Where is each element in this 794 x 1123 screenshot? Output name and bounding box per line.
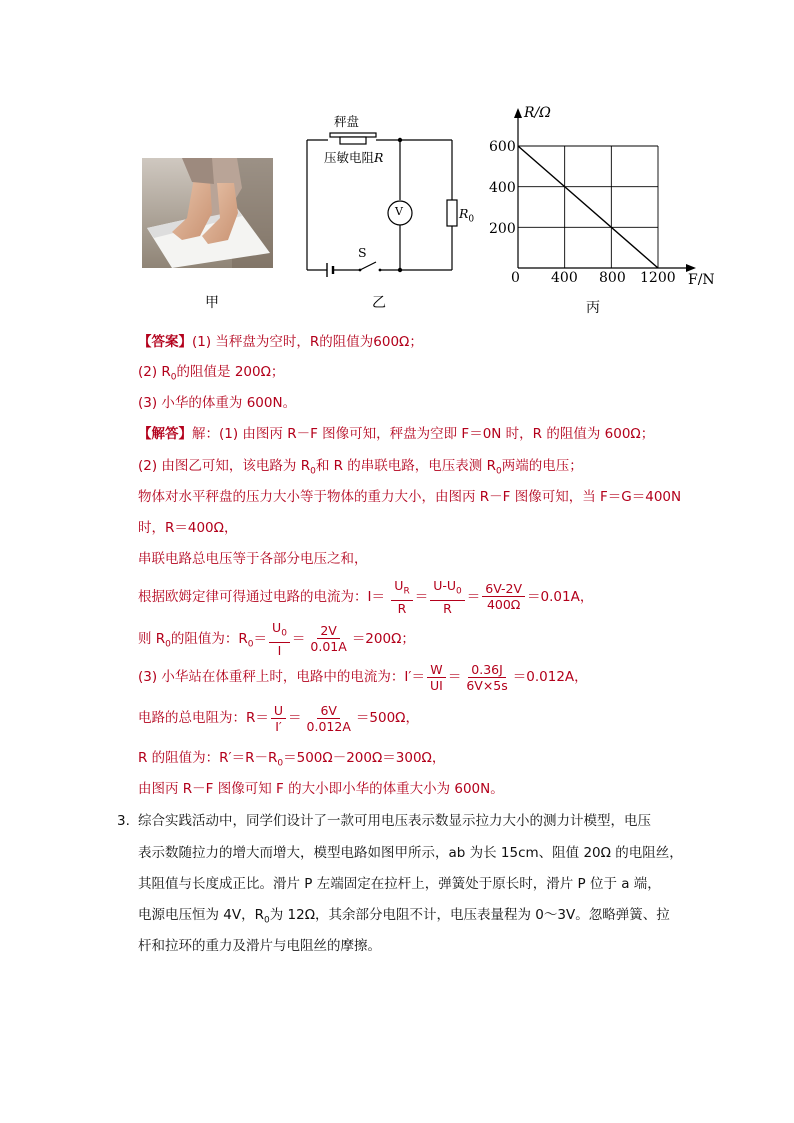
switch-label: S [358, 245, 367, 260]
solution-line-2 [138, 456, 583, 482]
y-axis-arrow [514, 108, 522, 118]
pressure-resistor-symbol: R [374, 150, 384, 165]
f1-den: R [397, 600, 407, 616]
answer-line-1 [138, 332, 423, 352]
r0-label [459, 206, 474, 225]
solution-2-sub2: 0 [495, 466, 502, 477]
question-3-line-4 [138, 905, 670, 931]
solution-9-pre: 电路的总电阻为：R＝ [138, 710, 269, 726]
solution-2c: 两端的电压； [501, 458, 583, 474]
origin-label: 0 [511, 270, 520, 286]
answer-line-2 [138, 362, 284, 388]
f6-num: W [427, 662, 445, 678]
solution-line-7 [138, 620, 415, 661]
feet-on-scale-image [142, 158, 273, 268]
answer-1: (1) 当秤盘为空时，R的阻值为600Ω； [192, 334, 423, 350]
solution-10-post: ＝500Ω－200Ω＝300Ω， [283, 750, 446, 766]
question-3-4-sub: 0 [264, 915, 270, 926]
x-axis-arrow [686, 264, 696, 272]
fraction-u0-over-i [269, 620, 290, 658]
pressure-resistor-text: 压敏电阻 [324, 150, 375, 165]
question-3-line-1: 综合实践活动中，同学们设计了一款可用电压表示数显示拉力大小的测力计模型，电压 [138, 813, 651, 829]
y-tick-200: 200 [489, 221, 516, 237]
solution-10-sub: 0 [277, 758, 284, 769]
f2-num: U-U [433, 578, 457, 593]
solution-6-pre: 根据欧姆定律可得通过电路的电流为：I＝ [138, 588, 385, 605]
solution-8-post: ＝0.012A， [512, 669, 588, 685]
f1-num-sub: R [403, 586, 410, 597]
figure-jia-photo [142, 158, 273, 268]
y-tick-600: 600 [489, 139, 516, 155]
solution-7-eq2: ＝ [291, 630, 306, 647]
f5-num: 2V [317, 623, 340, 639]
solution-7-sub2: 0 [247, 639, 254, 650]
f2-den: R [443, 600, 452, 616]
fraction-u-u0-over-r [430, 578, 465, 616]
solution-2a: (2) 由图乙可知，该电路为 R [138, 458, 311, 474]
r0-label-sub: 0 [468, 214, 475, 225]
f9-num: 6V [317, 703, 340, 719]
f1-num: U [394, 578, 404, 593]
solution-6-post: ＝0.01A， [527, 588, 594, 605]
f6-den: UI [429, 677, 443, 693]
question-3-line-5: 杆和拉环的重力及滑片与电阻丝的摩擦。 [138, 938, 381, 954]
f3-num: 6V-2V [482, 581, 525, 597]
solution-10-pre: R 的阻值为：R′＝R－R [138, 750, 278, 766]
solution-9-post: ＝500Ω， [355, 710, 419, 726]
figure-yi-circuit [300, 108, 475, 278]
solution-line-1 [138, 424, 654, 444]
fraction-ur-over-r [391, 578, 412, 616]
voltmeter-symbol: V [395, 205, 403, 218]
pan-label: 秤盘 [334, 114, 360, 129]
answer-2-sub: 0 [170, 372, 177, 383]
f2-num-sub: 0 [456, 586, 462, 597]
x-axis-label: F/N [688, 272, 715, 288]
answer-line-3: (3) 小华的体重为 600N。 [138, 395, 297, 411]
pressure-resistor-label [324, 148, 383, 166]
figure-bing-caption: 丙 [586, 300, 600, 316]
solution-7-pre: 则 R [138, 630, 166, 647]
circuit-diagram [300, 108, 460, 278]
question-3-number: 3. [117, 813, 130, 829]
figure-bing-chart [480, 100, 730, 300]
solution-7-mid: 的阻值为：R [170, 630, 248, 647]
f3-den: 400Ω [486, 597, 521, 613]
solution-line-9 [138, 701, 419, 735]
question-3-4a: 电源电压恒为 4V，R [138, 907, 264, 923]
fraction-u-over-i-prime [271, 703, 286, 734]
solution-7-post: ＝200Ω； [351, 630, 415, 647]
question-3-line-2: 表示数随拉力的增大而增大，模型电路如图甲所示，ab 为长 15cm、阻值 20Ω 的电阻丝， [138, 845, 683, 861]
solution-9-eq: ＝ [288, 710, 302, 726]
x-tick-800: 800 [599, 270, 626, 286]
answer-tag: 【答案】 [138, 334, 192, 350]
f7-den: 6V×5s [466, 677, 508, 693]
f4-num: U [272, 620, 282, 635]
fraction-values [482, 581, 525, 612]
solution-tag: 【解答】 [138, 426, 192, 442]
f9-den: 0.012A [306, 718, 351, 734]
f4-den: I [277, 642, 282, 658]
x-tick-400: 400 [551, 270, 578, 286]
answer-2a: (2) R [138, 364, 171, 380]
y-tick-400: 400 [489, 180, 516, 196]
fraction-2v-over-001a [307, 623, 349, 654]
fraction-036j [463, 662, 510, 693]
solution-8-pre: (3) 小华站在体重秤上时，电路中的电流为：I′＝ [138, 669, 425, 685]
solution-line-8 [138, 660, 588, 694]
fraction-w-over-ui [427, 662, 446, 693]
eq-1: ＝ [414, 588, 429, 605]
r0-label-symbol: R [459, 206, 469, 221]
solution-7-eq: ＝ [253, 630, 268, 647]
solution-8-eq: ＝ [447, 669, 462, 685]
f7-num: 0.36J [468, 662, 506, 678]
y-axis-label: R/Ω [524, 105, 551, 121]
solution-line-5: 串联电路总电压等于各部分电压之和， [138, 551, 368, 567]
f5-den: 0.01A [310, 639, 347, 655]
solution-line-11: 由图丙 R－F 图像可知 F 的大小即小华的体重大小为 600N。 [138, 781, 504, 797]
solution-line-10 [138, 748, 445, 774]
rf-data-line [518, 146, 658, 268]
question-3-line-3: 其阻值与长度成正比。滑片 P 左端固定在拉杆上，弹簧处于原长时，滑片 P 位于 a 端， [138, 876, 661, 892]
solution-line-6 [138, 578, 593, 616]
solution-line-3: 物体对水平秤盘的压力大小等于物体的重力大小，由图丙 R－F 图像可知，当 F＝G＝400N [138, 489, 682, 505]
solution-7-sub: 0 [165, 639, 171, 650]
f8-den: I′ [275, 718, 282, 734]
solution-2-sub: 0 [310, 466, 316, 477]
x-tick-1200: 1200 [640, 270, 676, 286]
solution-2b: 和 R 的串联电路，电压表测 R [315, 458, 496, 474]
fraction-6v-over-0012a [304, 703, 354, 734]
figure-yi-caption: 乙 [372, 295, 386, 311]
f8-num: U [271, 703, 286, 719]
solution-1: 解：(1) 由图丙 R－F 图像可知，秤盘为空即 F＝0N 时，R 的阻值为 600Ω； [192, 426, 655, 442]
figure-jia-caption: 甲 [205, 295, 219, 311]
solution-line-4: 时，R＝400Ω， [138, 520, 238, 536]
answer-2b: 的阻值是 200Ω； [176, 364, 285, 380]
question-3-4b: 为 12Ω，其余部分电阻不计，电压表量程为 0～3V。忽略弹簧、拉 [269, 907, 670, 923]
f4-num-sub: 0 [281, 628, 287, 639]
eq-2: ＝ [466, 588, 481, 605]
